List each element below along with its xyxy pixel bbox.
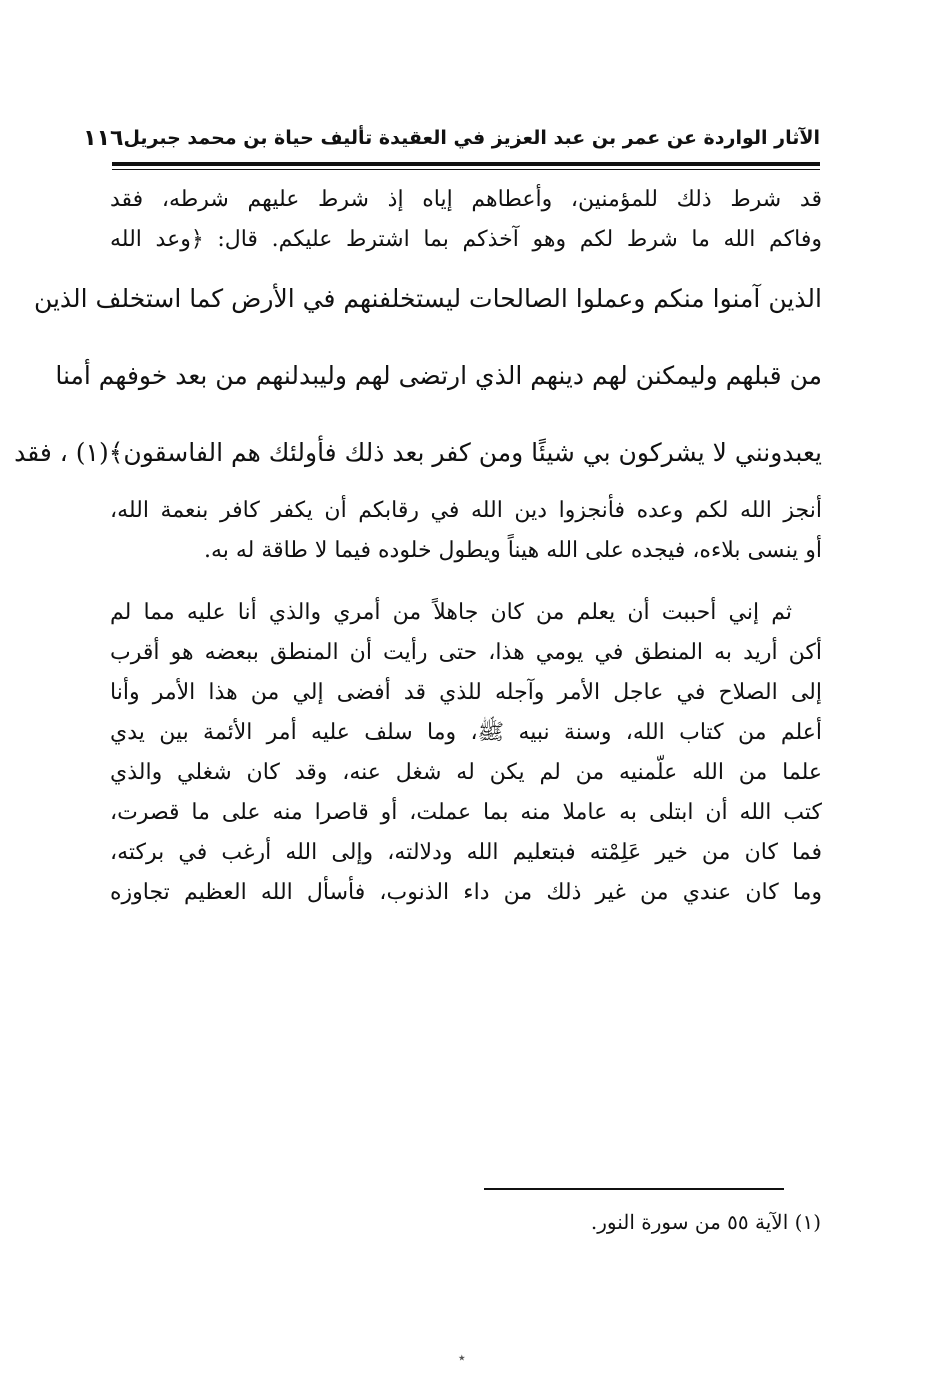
text-line-13: كتب الله أن ابتلى به عاملا منه بما عملت، أو قاصرا منه على ما قصرت، [110, 800, 822, 825]
footnote: (١) الآية ٥٥ من سورة النور. [590, 1210, 821, 1234]
footnote-separator [484, 1188, 784, 1190]
quran-line-3: يعبدونني لا يشركون بي شيئًا ومن كفر بعد ذلك فأولئك هم الفاسقون﴾(١) ، فقد [14, 438, 822, 467]
running-header [83, 118, 820, 158]
text-line-10: إلى الصلاح في عاجل الأمر وآجله للذي قد أفضى إلي من هذا الأمر وأنا [110, 680, 822, 705]
page-mark: ٭ [458, 1350, 466, 1366]
text-line-15: وما كان عندي من غير ذلك من داء الذنوب، فأسأل الله العظيم تجاوزه [110, 880, 822, 905]
text-line-1: قد شرط ذلك للمؤمنين، وأعطاهم إياه إذ شرط عليهم شرطه، فقد [110, 187, 822, 212]
header-rule-thin [112, 169, 820, 170]
text-line-6: أنجز الله لكم وعده فأنجزوا دين الله في رقابكم أن يكفر كافر بنعمة الله، [110, 498, 822, 523]
header-rule-thick [112, 162, 820, 166]
text-line-14: فما كان من خير عَلِمْته فبتعليم الله ودلالته، وإلى الله أرغب في بركته، [110, 840, 822, 865]
text-line-12: علما من الله علّمنيه من لم يكن له شغل عنه، وقد كان شغلي والذي [110, 760, 822, 785]
body-text [14, 180, 822, 913]
text-line-7: أو ينسى بلاءه، فيجده على الله هيناً ويطول خلوده فيما لا طاقة له به. [203, 538, 822, 563]
text-line-11: أعلم من كتاب الله، وسنة نبيه ﷺ، وما سلف عليه أمر الأئمة بين يدي [110, 720, 822, 745]
page-number: ١١٦ [83, 125, 124, 151]
paragraph-start-line: ثم إني أحببت أن يعلم من كان جاهلاً من أمري والذي أنا عليه مما لم [110, 600, 793, 625]
text-line-2: وفاكم الله ما شرط لكم وهو آخذكم بما اشترط عليكم. قال: ﴿وعد الله [110, 227, 822, 252]
header-title: الآثار الواردة عن عمر بن عبد العزيز في العقيدة تأليف حياة بن محمد جبريل [123, 127, 820, 149]
quran-line-1: الذين آمنوا منكم وعملوا الصالحات ليستخلفنهم في الأرض كما استخلف الذين [33, 284, 822, 313]
quran-line-2: من قبلهم وليمكنن لهم دينهم الذي ارتضى لهم وليبدلنهم من بعد خوفهم أمنا [55, 361, 822, 390]
text-line-9: أكن أريد به المنطق في يومي هذا، حتى رأيت أن المنطق ببعضه هو أقرب [110, 640, 822, 665]
